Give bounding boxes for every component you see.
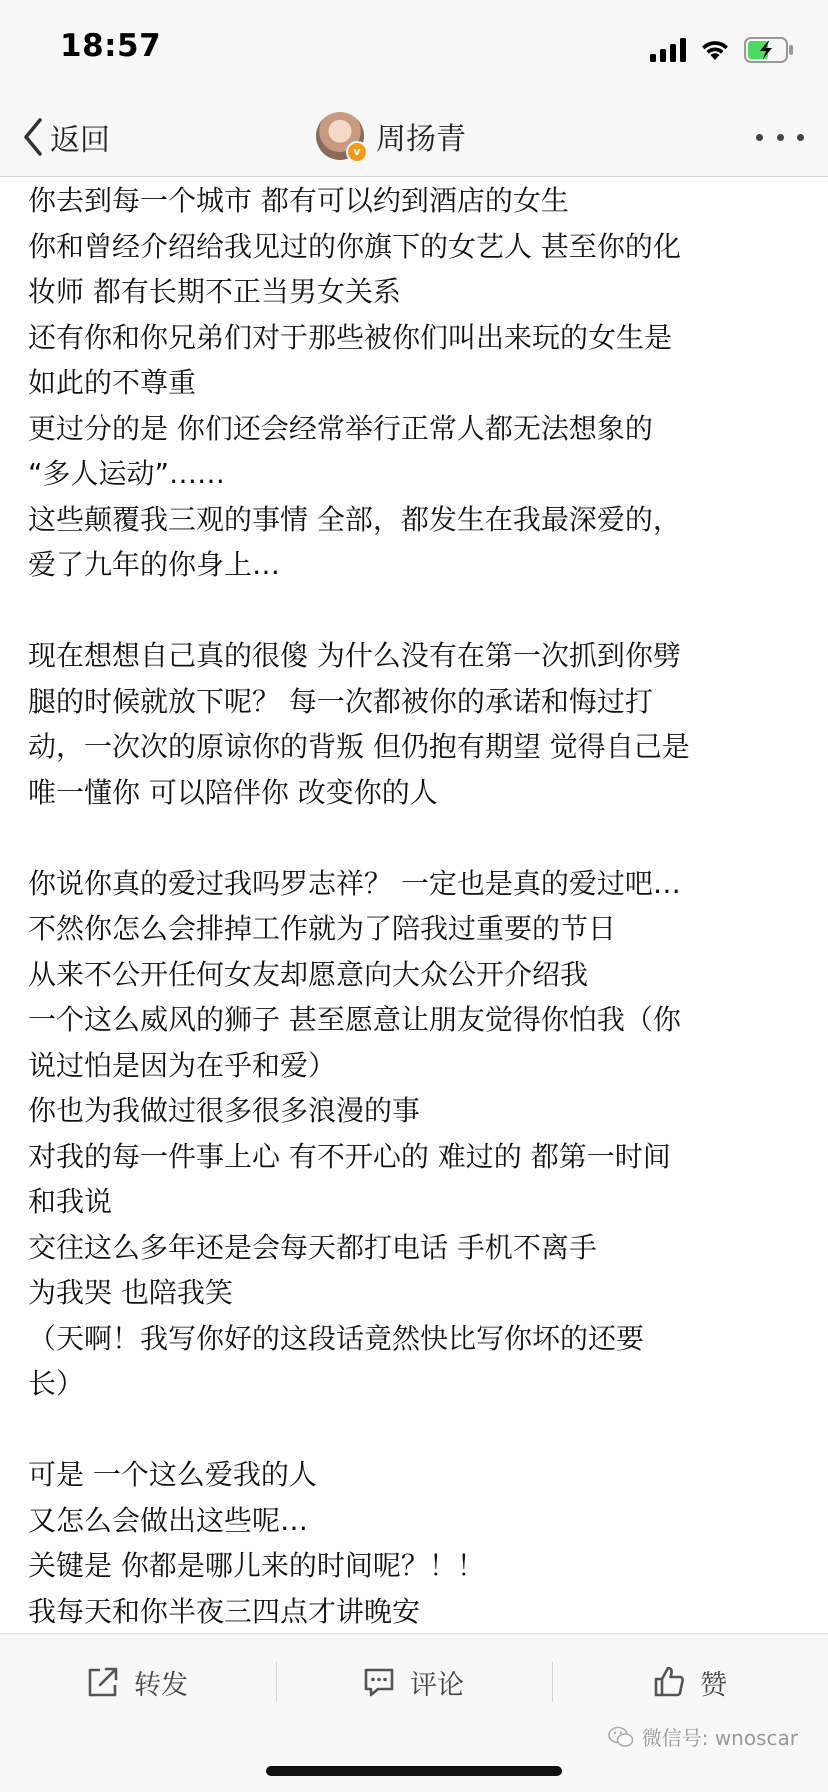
avatar[interactable]	[316, 112, 364, 160]
post-line: 交往这么多年还是会每天都打电话 手机不离手	[28, 1230, 597, 1264]
post-line: 可是 一个这么爱我的人	[28, 1458, 317, 1491]
action-divider	[552, 1662, 553, 1702]
more-icon-dot	[777, 134, 784, 141]
post-line: 关键是 你都是哪儿来的时间呢？！！	[28, 1549, 485, 1582]
comment-button[interactable]	[362, 1660, 464, 1704]
chevron-left-icon	[22, 117, 44, 157]
post-line: 你去到每一个城市 都有可以约到酒店的女生	[28, 184, 569, 217]
post-line: 还有你和你兄弟们对于那些被你们叫出来玩的女生是	[28, 320, 673, 354]
post-line: 这些颠覆我三观的事情 全部，都发生在我最深爱的，	[28, 502, 681, 536]
battery-charging-icon	[744, 37, 794, 63]
thumbs-up-icon	[652, 1665, 686, 1699]
post-line: 妆师 都有长期不正当男女关系	[28, 275, 401, 308]
post-line: 爱了九年的你身上…	[28, 548, 281, 581]
more-icon-dot	[756, 134, 763, 141]
comment-icon	[362, 1665, 396, 1699]
post-line: 你和曾经介绍给我见过的你旗下的女艺人 甚至你的化	[28, 229, 681, 263]
post-line: 长）	[28, 1367, 85, 1400]
back-button[interactable]	[22, 112, 110, 162]
more-icon-dot	[797, 134, 804, 141]
post-line: 你也为我做过很多很多浪漫的事	[28, 1094, 421, 1127]
signal-icon	[650, 38, 686, 62]
verified-badge: v	[346, 141, 368, 163]
post-line	[28, 815, 800, 861]
comment-label: 评论	[410, 1669, 464, 1701]
post-line: 对我的每一件事上心 有不开心的 难过的 都第一时间	[28, 1139, 671, 1173]
post-line: 不然你怎么会排掉工作就为了陪我过重要的节日	[28, 912, 617, 945]
post-line	[28, 1407, 800, 1453]
status-icons	[650, 36, 794, 64]
post-line: 你说你真的爱过我吗罗志祥？ 一定也是真的爱过吧…	[28, 866, 681, 900]
status-time: 18:57	[60, 28, 162, 64]
post-line	[28, 588, 800, 634]
profile-header[interactable]	[316, 108, 466, 164]
repost-label: 转发	[134, 1669, 188, 1701]
wechat-icon	[608, 1726, 634, 1748]
nav-bar	[0, 98, 828, 177]
action-divider	[276, 1662, 277, 1702]
status-bar	[0, 0, 828, 98]
like-button[interactable]	[652, 1660, 727, 1704]
post-line: 动，一次次的原谅你的背叛 但仍抱有期望 觉得自己是	[28, 730, 690, 763]
post-line: 我每天和你半夜三四点才讲晚安	[28, 1594, 421, 1628]
page-title: 周扬青	[376, 122, 466, 157]
post-line: 一个这么威风的狮子 甚至愿意让朋友觉得你怕我（你	[28, 1003, 681, 1036]
post-line: 和我说	[28, 1185, 113, 1218]
watermark	[608, 1722, 798, 1751]
post-line: “多人运动”……	[28, 457, 226, 490]
watermark-text: 微信号: wnoscar	[641, 1726, 798, 1750]
post-line: 说过怕是因为在乎和爱）	[28, 1048, 337, 1082]
post-line: 腿的时候就放下呢？ 每一次都被你的承诺和悔过打	[28, 684, 653, 718]
share-icon	[86, 1665, 120, 1699]
more-button[interactable]	[756, 120, 804, 154]
back-label: 返回	[50, 123, 110, 158]
home-indicator[interactable]	[266, 1766, 562, 1776]
wifi-icon	[700, 38, 730, 62]
repost-button[interactable]	[86, 1660, 188, 1704]
post-line: 从来不公开任何女友却愿意向大众公开介绍我	[28, 957, 589, 991]
like-label: 赞	[700, 1669, 727, 1701]
post-line: 现在想想自己真的很傻 为什么没有在第一次抓到你劈	[28, 639, 681, 672]
post-line: （天啊！我写你好的这段话竟然快比写你坏的还要	[28, 1321, 645, 1355]
post-line: 更过分的是 你们还会经常举行正常人都无法想象的	[28, 411, 653, 445]
post-content	[28, 178, 800, 1632]
post-line: 为我哭 也陪我笑	[28, 1276, 233, 1309]
post-line: 唯一懂你 可以陪伴你 改变你的人	[28, 775, 438, 809]
post-line: 如此的不尊重	[28, 366, 197, 399]
post-line: 又怎么会做出这些呢…	[28, 1503, 309, 1537]
